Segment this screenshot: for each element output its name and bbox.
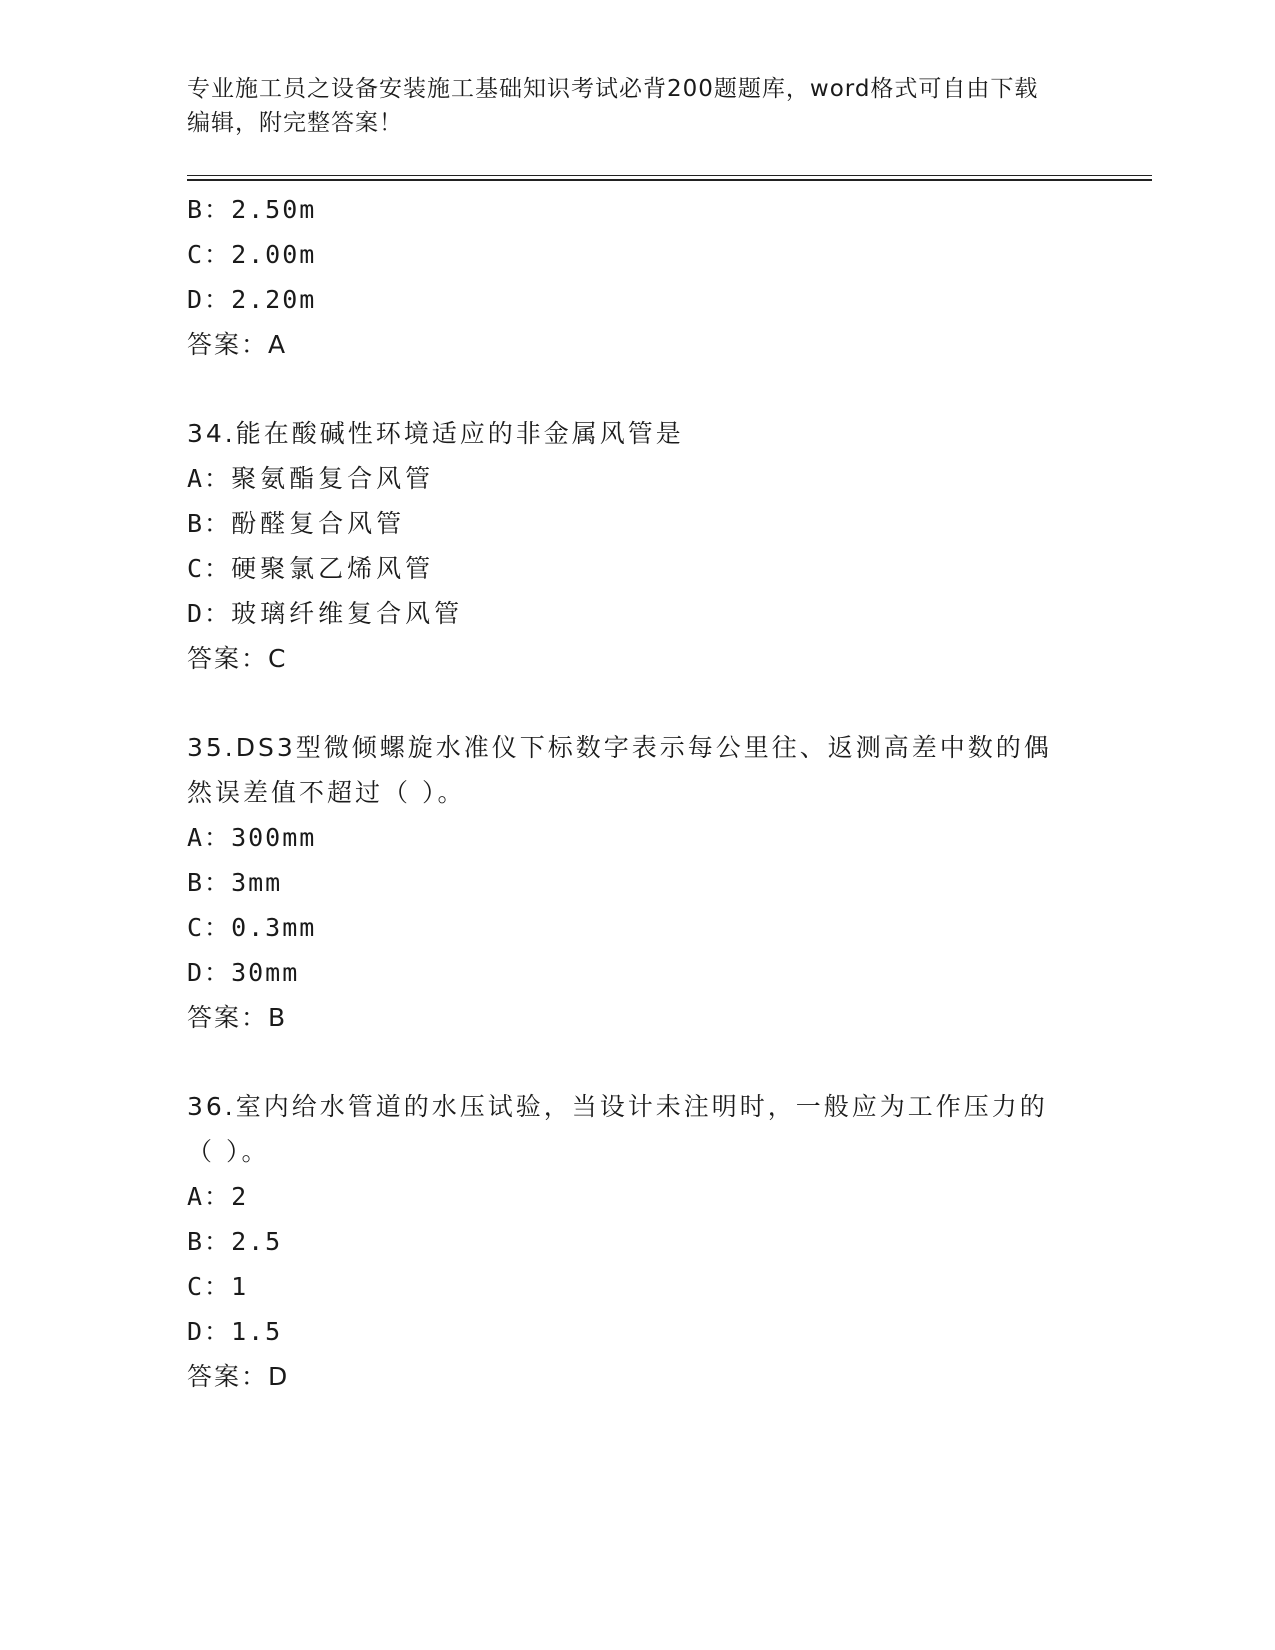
option-b [187,868,282,898]
option-key: D： [187,958,232,987]
option-d [187,285,316,315]
option-value: 2.5 [231,1227,283,1256]
option-key: A： [187,823,232,852]
option-c [187,240,316,270]
option-d [187,958,299,988]
option-key: A： [187,464,232,493]
header-title-line-1: 专业施工员之设备安装施工基础知识考试必背200题题库，word格式可自由下载 [187,76,1039,102]
question-35-stem-line-2: 然误差值不超过（ ）。 [187,778,466,807]
option-key: A： [187,1182,232,1211]
option-key: B： [187,868,232,897]
option-a [187,823,316,853]
option-value: 0.3mm [231,913,317,942]
option-value: 酚醛复合风管 [231,509,406,538]
option-key: C： [187,240,232,269]
option-value: 300mm [231,823,317,852]
question-36-stem-line-1: 36.室内给水管道的水压试验，当设计未注明时，一般应为工作压力的 [187,1092,1048,1121]
header-divider-thin [187,175,1152,176]
option-key: D： [187,285,232,314]
option-value: 30mm [231,958,300,987]
option-key: B： [187,1227,232,1256]
option-c [187,1272,248,1302]
header-title-line-2: 编辑，附完整答案！ [187,110,403,136]
option-value: 2 [231,1182,249,1211]
page-header [187,72,1067,140]
option-key: C： [187,554,232,583]
option-d [187,599,463,629]
answer-line: 答案：A [187,330,288,359]
answer-line: 答案：B [187,1003,288,1032]
answer-line: 答案：C [187,644,288,673]
option-value: 1.5 [231,1317,283,1346]
option-key: D： [187,599,232,628]
option-key: B： [187,195,232,224]
option-value: 聚氨酯复合风管 [231,464,435,493]
header-divider-thick [187,179,1152,181]
option-key: D： [187,1317,232,1346]
question-35-stem-line-1: 35.DS3型微倾螺旋水准仪下标数字表示每公里往、返测高差中数的偶 [187,733,1052,762]
option-c [187,554,434,584]
question-36-stem-line-2: （ ）。 [187,1137,270,1166]
option-b [187,509,405,539]
option-b [187,195,316,225]
option-c [187,913,316,943]
option-a [187,1182,248,1212]
question-34-stem: 34.能在酸碱性环境适应的非金属风管是 [187,419,684,448]
option-key: C： [187,913,232,942]
option-a [187,464,434,494]
option-value: 2.20m [231,285,317,314]
option-d [187,1317,282,1347]
option-value: 玻璃纤维复合风管 [231,599,464,628]
option-b [187,1227,282,1257]
option-key: B： [187,509,232,538]
answer-line: 答案：D [187,1362,290,1391]
option-value: 3mm [231,868,283,897]
option-value: 1 [231,1272,249,1301]
option-value: 2.00m [231,240,317,269]
option-key: C： [187,1272,232,1301]
option-value: 2.50m [231,195,317,224]
option-value: 硬聚氯乙烯风管 [231,554,435,583]
